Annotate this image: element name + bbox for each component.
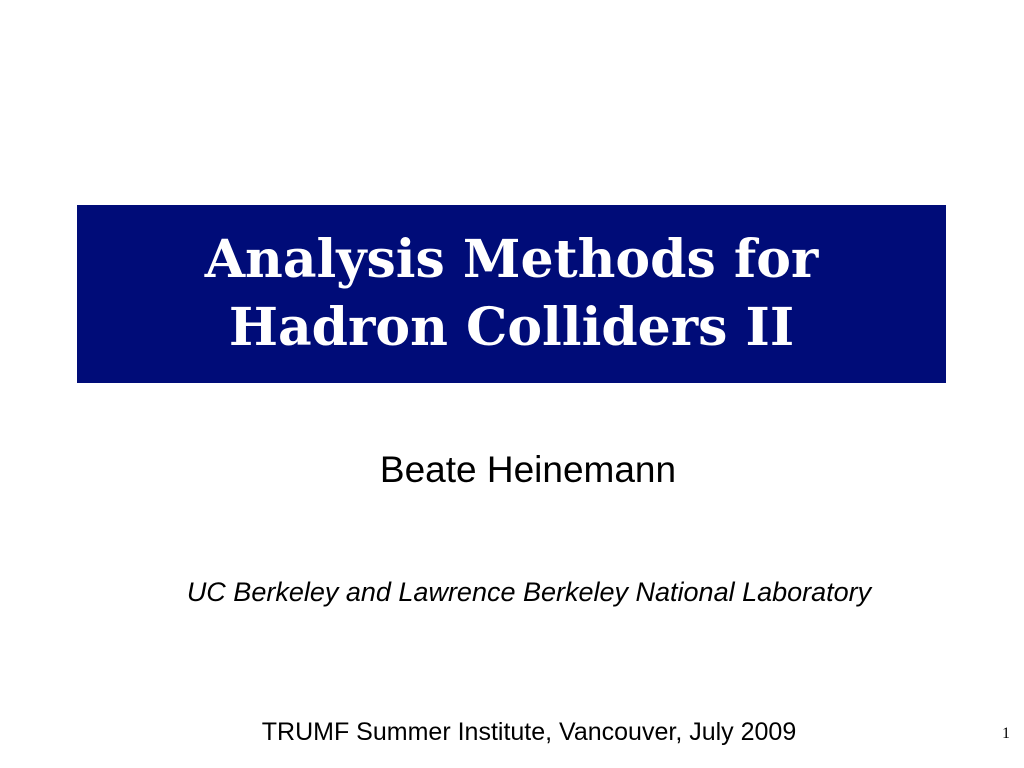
affiliation: UC Berkeley and Lawrence Berkeley National Laboratory (186, 577, 872, 607)
title-line-1: Analysis Methods for (204, 229, 819, 290)
slide-number: 1 (1002, 725, 1010, 742)
author-name: Beate Heinemann (379, 449, 677, 490)
event-info: TRUMF Summer Institute, Vancouver, July 2009 (261, 718, 797, 746)
title-line-2: Hadron Colliders II (228, 297, 795, 358)
title-box (77, 205, 946, 383)
